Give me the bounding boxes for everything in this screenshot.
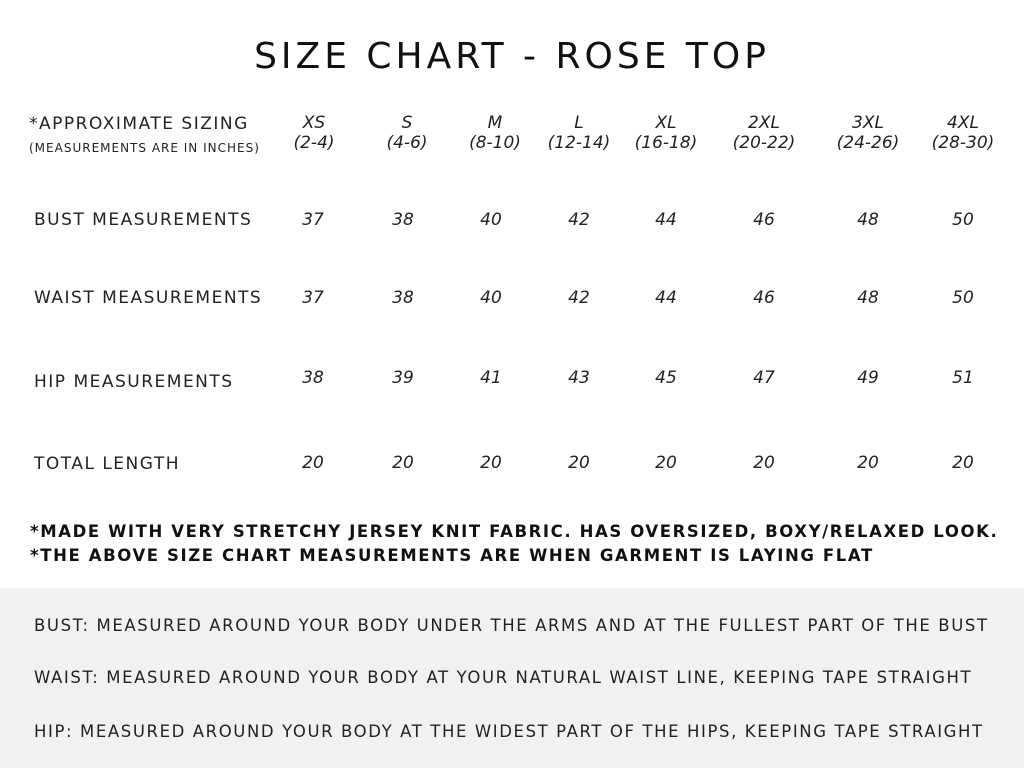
value-length-2xl: 20 xyxy=(753,453,775,473)
guide-bust: BUST: MEASURED AROUND YOUR BODY UNDER THE ARMS AND AT THE FULLEST PART OF THE BUST xyxy=(34,616,989,635)
value-hip-m: 41 xyxy=(480,368,502,388)
value-bust-2xl: 46 xyxy=(753,210,775,230)
value-hip-4xl: 51 xyxy=(952,368,974,388)
size-label: 3XL xyxy=(852,113,884,133)
value-waist-2xl: 46 xyxy=(753,288,775,308)
size-label: 4XL xyxy=(947,113,979,133)
laying-flat-note: *THE ABOVE SIZE CHART MEASUREMENTS ARE WHEN GARMENT IS LAYING FLAT xyxy=(30,546,874,565)
value-bust-xl: 44 xyxy=(655,210,677,230)
value-hip-xs: 38 xyxy=(302,368,324,388)
size-label: L xyxy=(574,113,584,133)
value-bust-s: 38 xyxy=(392,210,414,230)
measuring-guide xyxy=(0,588,1024,768)
value-waist-xs: 37 xyxy=(302,288,324,308)
value-bust-4xl: 50 xyxy=(952,210,974,230)
size-column-xl xyxy=(630,113,702,153)
size-range: (20-22) xyxy=(732,133,796,153)
value-hip-xl: 45 xyxy=(655,368,677,388)
size-label: XS xyxy=(302,113,326,133)
row-label-bust: BUST MEASUREMENTS xyxy=(34,210,253,230)
value-bust-xs: 37 xyxy=(302,210,324,230)
page-title: SIZE CHART - ROSE TOP xyxy=(254,36,770,77)
size-range: (12-14) xyxy=(547,133,611,153)
value-waist-l: 42 xyxy=(568,288,590,308)
size-range: (2-4) xyxy=(293,133,335,153)
value-length-4xl: 20 xyxy=(952,453,974,473)
size-range: (8-10) xyxy=(469,133,521,153)
value-waist-m: 40 xyxy=(480,288,502,308)
size-range: (16-18) xyxy=(634,133,698,153)
size-label: S xyxy=(401,113,413,133)
size-label: XL xyxy=(655,113,677,133)
value-bust-l: 42 xyxy=(568,210,590,230)
value-hip-3xl: 49 xyxy=(857,368,879,388)
size-column-xs xyxy=(286,113,342,153)
value-length-s: 20 xyxy=(392,453,414,473)
value-hip-2xl: 47 xyxy=(753,368,775,388)
value-length-m: 20 xyxy=(480,453,502,473)
value-hip-l: 43 xyxy=(568,368,590,388)
value-hip-s: 39 xyxy=(392,368,414,388)
size-column-m xyxy=(460,113,530,153)
size-column-3xl xyxy=(826,113,910,153)
value-length-l: 20 xyxy=(568,453,590,473)
value-bust-3xl: 48 xyxy=(857,210,879,230)
measurement-unit-note: (MEASUREMENTS ARE IN INCHES) xyxy=(29,141,260,155)
value-length-xl: 20 xyxy=(655,453,677,473)
value-waist-3xl: 48 xyxy=(857,288,879,308)
size-column-2xl xyxy=(722,113,806,153)
size-range: (28-30) xyxy=(931,133,995,153)
size-label: 2XL xyxy=(748,113,780,133)
fabric-note: *MADE WITH VERY STRETCHY JERSEY KNIT FABRIC. HAS OVERSIZED, BOXY/RELAXED LOOK. xyxy=(30,522,999,541)
value-waist-s: 38 xyxy=(392,288,414,308)
size-column-4xl xyxy=(921,113,1005,153)
size-range: (4-6) xyxy=(386,133,428,153)
size-column-l xyxy=(543,113,615,153)
value-waist-xl: 44 xyxy=(655,288,677,308)
value-waist-4xl: 50 xyxy=(952,288,974,308)
value-length-3xl: 20 xyxy=(857,453,879,473)
size-column-s xyxy=(375,113,439,153)
size-range: (24-26) xyxy=(836,133,900,153)
guide-waist: WAIST: MEASURED AROUND YOUR BODY AT YOUR NATURAL WAIST LINE, KEEPING TAPE STRAIGHT xyxy=(34,668,973,687)
guide-hip: HIP: MEASURED AROUND YOUR BODY AT THE WIDEST PART OF THE HIPS, KEEPING TAPE STRAIGHT xyxy=(34,722,984,741)
size-label: M xyxy=(487,113,503,133)
approximate-sizing-label: *APPROXIMATE SIZING xyxy=(29,114,249,134)
row-label-length: TOTAL LENGTH xyxy=(34,454,180,474)
row-label-hip: HIP MEASUREMENTS xyxy=(34,372,234,392)
value-bust-m: 40 xyxy=(480,210,502,230)
value-length-xs: 20 xyxy=(302,453,324,473)
row-label-waist: WAIST MEASUREMENTS xyxy=(34,288,263,308)
